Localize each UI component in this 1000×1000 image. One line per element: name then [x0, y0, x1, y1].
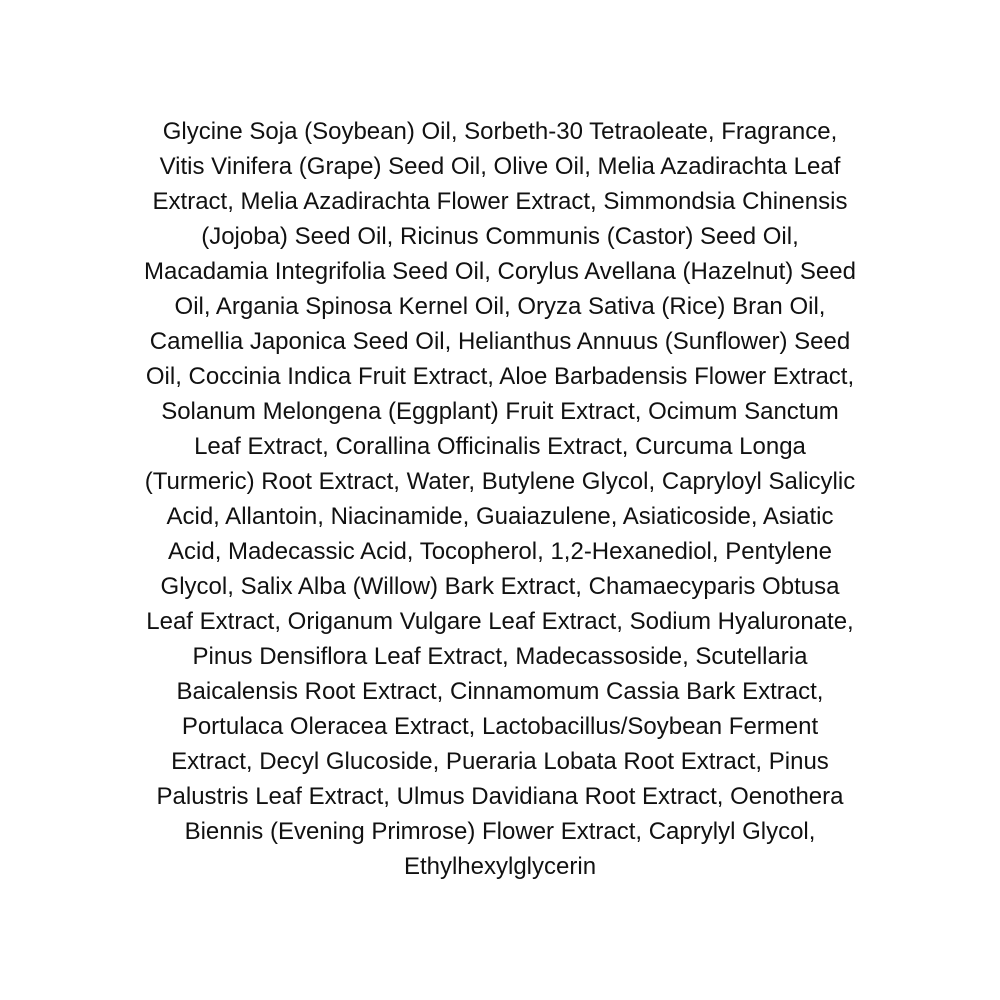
ingredients-line: Biennis (Evening Primrose) Flower Extract, Caprylyl Glycol, [184, 818, 816, 845]
ingredients-line: Palustris Leaf Extract, Ulmus Davidiana Root Extract, Oenothera [156, 783, 844, 810]
ingredients-line: Leaf Extract, Corallina Officinalis Extract, Curcuma Longa [194, 433, 806, 460]
ingredients-line: Glycine Soja (Soybean) Oil, Sorbeth-30 Tetraoleate, Fragrance, [162, 118, 838, 145]
ingredients-line: Acid, Madecassic Acid, Tocopherol, 1,2-Hexanediol, Pentylene [168, 538, 832, 565]
ingredients-line: (Turmeric) Root Extract, Water, Butylene Glycol, Capryloyl Salicylic [144, 468, 856, 495]
ingredients-line: Solanum Melongena (Eggplant) Fruit Extract, Ocimum Sanctum [161, 398, 839, 425]
ingredients-line: Extract, Decyl Glucoside, Pueraria Lobata Root Extract, Pinus [171, 748, 829, 775]
ingredients-line: Oil, Argania Spinosa Kernel Oil, Oryza Sativa (Rice) Bran Oil, [174, 293, 826, 320]
ingredients-line: Pinus Densiflora Leaf Extract, Madecassoside, Scutellaria [192, 643, 808, 670]
ingredients-line: Camellia Japonica Seed Oil, Helianthus Annuus (Sunflower) Seed [149, 328, 851, 355]
ingredients-line: Baicalensis Root Extract, Cinnamomum Cassia Bark Extract, [176, 678, 824, 705]
ingredients-list [80, 114, 920, 884]
ingredients-line: (Jojoba) Seed Oil, Ricinus Communis (Castor) Seed Oil, [201, 223, 799, 250]
ingredients-line: Vitis Vinifera (Grape) Seed Oil, Olive Oil, Melia Azadirachta Leaf [159, 153, 841, 180]
ingredients-line: Extract, Melia Azadirachta Flower Extract, Simmondsia Chinensis [152, 188, 848, 215]
ingredients-line: Oil, Coccinia Indica Fruit Extract, Aloe Barbadensis Flower Extract, [145, 363, 855, 390]
ingredients-line: Leaf Extract, Origanum Vulgare Leaf Extract, Sodium Hyaluronate, [146, 608, 854, 635]
ingredients-line: Macadamia Integrifolia Seed Oil, Corylus Avellana (Hazelnut) Seed [144, 258, 856, 285]
ingredients-line: Ethylhexylglycerin [403, 853, 597, 880]
ingredients-line: Portulaca Oleracea Extract, Lactobacillus/Soybean Ferment [181, 713, 819, 740]
ingredients-line: Acid, Allantoin, Niacinamide, Guaiazulene, Asiaticoside, Asiatic [166, 503, 834, 530]
ingredients-line: Glycol, Salix Alba (Willow) Bark Extract, Chamaecyparis Obtusa [160, 573, 840, 600]
